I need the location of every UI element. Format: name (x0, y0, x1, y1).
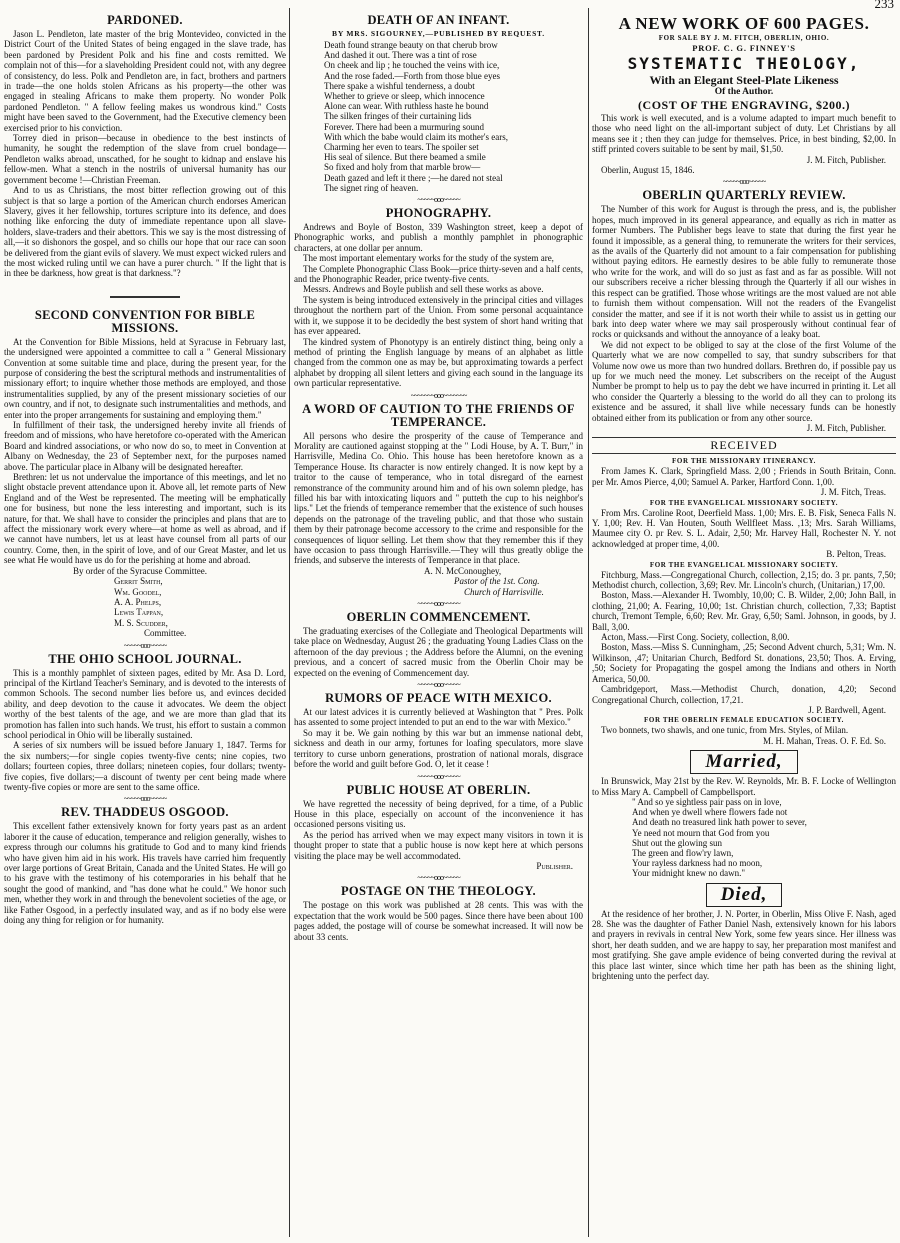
page-number: 233 (874, 0, 894, 11)
poem-line: Charming her even to tears. The spoiler set (324, 142, 479, 153)
column-rule-1 (289, 8, 290, 1237)
signature: J. M. Fitch, Publisher. (806, 422, 886, 433)
paragraph: Boston, Mass.—Miss S. Cunningham, ,25; Second Advent church, 5,31; Wm. N. Wilkinson, ,47; Unitarian Church, Bedford St. donations, 23,50; Thos. A. Erving, ,50; Society for Propagating the gospel among the Indians and others in North America, 50,00. (592, 642, 896, 684)
article-quarterly-review (592, 189, 896, 433)
article-title: PUBLIC HOUSE AT OBERLIN. (346, 782, 531, 797)
article-public-house (294, 784, 583, 872)
signature: J. P. Bardwell, Agent. (808, 704, 886, 715)
subheading: FOR THE EVANGELICAL MISSIONARY SOCIETY. (649, 560, 839, 569)
paragraph: Cambridgeport, Mass.—Methodist Church, donation, 4,20; Second Congregational Church, collection, 17,21. (592, 684, 896, 705)
article-title: A WORD OF CAUTION TO THE FRIENDS OF TEMPERANCE. (302, 401, 575, 429)
committee-name: Lewis Tappan, (114, 607, 164, 618)
paragraph: We did not expect to be obliged to say at the close of the first Volume of the Quarterly what we are now compelled to say, that sundry subscribers for that Volume now owe us more than two hundred dollars. Brethren do, if possible pay us up for we much need the money. Let subscribers on the receipt of the August Number be prompt to help us to pay the debt we have incurred in printing it. Let all who consider the Quarterly a blessing to the world do all they can to prolong its existence and be assured, it shall live while necessary funds can be honestly obtained either from its publication or from any other source. (592, 339, 896, 423)
separator: ~~~~~ooo~~~~~ (123, 640, 167, 650)
separator: ~~~~~ooo~~~~~ (417, 599, 460, 609)
signature: B. Pelton, Treas. (826, 549, 886, 560)
signature-line: By order of the Syracuse Committee. (73, 565, 207, 576)
byline: BY MRS. SIGOURNEY,—PUBLISHED BY REQUEST. (332, 29, 545, 38)
poem (632, 797, 896, 879)
married-section (592, 750, 896, 878)
paragraph: Boston, Mass.—Alexander H. Twombly, 10,00; C. B. Wilder, 2,00; John Ball, in clothing, 21,00; A. Fearing, 10,00; 1st. Christian church, collection, 7,33; Baptist church, Tremont Temple, 6,60; Rev. Mr. Gray, 6,50; Saml. Johnson, in goods, by J. Ball, 3,00. (592, 590, 896, 632)
poem-line: On cheek and lip ; he touched the veins with ice, (324, 60, 500, 71)
advertisement-theology (592, 14, 896, 175)
article-postage (294, 885, 583, 942)
article-phonography (294, 207, 583, 389)
paragraph: This work is well executed, and is a volume adapted to impart much benefit to those who need light on the all-important subject of duty. Let Christians by all means see it ; then they can judge for themselves. Price, in best binding, $2,00. In stiff printed covers suitable to be sent by mail, $1,50. (592, 113, 896, 155)
poem-line: " And so ye sightless pair pass on in love, (632, 796, 782, 807)
section-title: RECEIVED (592, 437, 896, 454)
paragraph: Fitchburg, Mass.—Congregational Church, collection, 2,15; do. 3 pr. pants, 7,50; Methodist church, collection, 3,69; Rev. Mr. Lincoln's church, (Unitarian,) 17,00. (592, 569, 896, 591)
separator: ~~~~~ooo~~~~~ (123, 794, 167, 804)
ad-author: PROF. C. G. FINNEY'S (692, 43, 796, 53)
article-osgood (4, 806, 286, 925)
article-caution-temperance (294, 403, 583, 598)
separator (4, 285, 286, 303)
poem-line: The green and flow'ry lawn, (632, 847, 734, 858)
article-bible-missions (4, 309, 286, 639)
poem-line: And death no treasured link hath power to sever, (632, 817, 807, 828)
signature: Publisher. (536, 860, 573, 871)
article-title: PHONOGRAPHY. (385, 206, 492, 221)
subheading: FOR THE EVANGELICAL MISSIONARY SOCIETY. (649, 498, 839, 507)
paragraph: The system is being introduced extensively in the principal cities and villages throughout the northern part of the Union. From some personal acquaintance with it, we suppose it to be decidedly the best system of short hand writing that has ever appeared. (294, 294, 583, 337)
ad-title: A NEW WORK OF 600 PAGES. (618, 14, 870, 33)
poem-line: Your midnight knew no dawn." (632, 868, 746, 879)
committee-name: Wm. Goodel, (114, 586, 162, 597)
paragraph: This is a monthly pamphlet of sixteen pages, edited by Mr. Asa D. Lord, principal of the Kirtland Teacher's Seminary, and is devoted to the interests of common Schools. The second number lies before us, and evinces decided ability, and deep devotion to the cause it advocates. We deem the object worthy of the best talents of the age, and we are more than glad that its promotion has fallen into such hands. We trust, his effort to sustain a common school periodical in Ohio will be liberally sustained. (4, 667, 286, 740)
signature-title: Pastor of the 1st. Cong. (454, 576, 540, 587)
paragraph: Messrs. Andrews and Boyle publish and sell these works as above. (303, 284, 544, 295)
article-ohio-school-journal (4, 653, 286, 793)
poem-line: Ye need not mourn that God from you (632, 827, 770, 838)
poem-line: Alone can wear. With ruthless haste he bound (324, 101, 489, 112)
subheading: FOR THE OBERLIN FEMALE EDUCATION SOCIETY. (644, 716, 844, 725)
poem-line: So fixed and holy from that marble brow— (324, 162, 481, 173)
paragraph: The Number of this work for August is through the press, and is, the publisher hopes, much improved in its general appearance, and equally as rich in matter as former Numbers. The Publisher begs leave to state that during the first year he found it impossible, as a general thing, to remunerate the writers for their services, as the avails of the Quarterly did not amount to a fair compensation for publishing without paying editors. He earnestly desires to be able fully to remunerate those who write for the work, and will do so just as fast and as far as possible. Will not our subscribers receive a richer blessing through the Quarterly if all our wishes in this respect can be gratified. Those whose writings are the most valued are not able to furnish them without compensation. Will not the readers of the Evangelist consider the matter, and see if it is not worth their while to assist us in getting our bark into deep water where we may sail prosperously without continual fear of rocks or quicksands and without the annoyance of a leaky boat. (592, 204, 896, 340)
paragraph: From James K. Clark, Springfield Mass. 2,00 ; Friends in South Britain, Conn. per Mr. Amos Pierce, 4,00; Samuel A. Parker, Hartford Conn. 1,00. (592, 466, 896, 487)
signature: J. M. Fitch, Treas. (820, 487, 886, 498)
article-title: RUMORS OF PEACE WITH MEXICO. (325, 691, 552, 706)
died-section (592, 883, 896, 982)
paragraph: And to us as Christians, the most bitter reflection growing out of this subject is that so large a portion of the American church endorses American Slavery, gives it her fellowship, tortures scripture into its defence, and does nothing like enforcing the duty of immediate repentance upon all slave-holders, slave-traders and their abettors. This we say is the most distressing of all,—it so dishonors the gospel, and so chills our hope that our race can soon be delivered from the giant evils of slavery. We must expect wicked rulers and the most wicked ruling until we can have a purer church. " If the light that is in thee be darkness, how great is that darkness."? (4, 185, 286, 279)
article-title: POSTAGE ON THE THEOLOGY. (341, 884, 536, 899)
column-rule-2 (588, 8, 589, 1237)
article-oberlin-commencement (294, 611, 583, 678)
paragraph: Torrey died in prison—because in obedience to the best instincts of humanity, he sought the redemption of the slave from cruel bondage—Pendleton walks abroad, unscathed, for he sought to kidnap and enslave his fellow-men. What a stench in the nostrils of universal humanity has our government become !—Christian Freeman. (4, 133, 286, 185)
paragraph: A series of six numbers will be issued before January 1, 1847. Terms for the six numbers;—for single copies twenty-five cents; nine copies, two dollars; fourteen copies, three dollars; nineteen copies, four dollars; twenty-five copies, five dollars;—a discount of twenty per cent being made where twenty-five copies or more are sent to the same office. (4, 740, 286, 792)
article-title: OBERLIN QUARTERLY REVIEW. (642, 188, 846, 203)
separator: ~~~~~ooo~~~~~ (722, 177, 766, 187)
paragraph: Acton, Mass.—First Cong. Society, collection, 8,00. (601, 632, 790, 643)
died-heading: Died, (706, 883, 783, 907)
poem-line: Whether to grieve or sleep, which innocence (324, 91, 485, 102)
poem-line: And when ye dwell where flowers fade not (632, 807, 788, 818)
article-title: REV. THADDEUS OSGOOD. (61, 805, 229, 820)
separator: ~~~~~~~ooo~~~~~~~ (410, 390, 467, 400)
poem-line: The signet ring of heaven. (324, 182, 419, 193)
ad-seller: FOR SALE BY J. M. FITCH, OBERLIN, OHIO. (658, 34, 830, 42)
poem (324, 40, 583, 193)
paragraph: All persons who desire the prosperity of the cause of Temperance and Morality are cautioned against stopping at the " Lodi House, by A. T. Burr," in Harrisville, Medina Co. Ohio. This house has been heretofore known as a Temperance House. Its character is now entirely changed. It is now kept by a traitor to the cause of temperance, who in total disregard of the earnest remonstrance of the community around him and of his own solemn pledge, has filled his bar with intoxicating liquors and " putteth the cup to his neighbor's lips." Let the friends of temperance remember that the existence of such houses depends on the patronage of the traveling public, and that those who sustain them by their patronage become accessory to the crime and responsible for the consequences of liquor selling. Let them show that they remember this if they have occasion to pass through Harrisville.—They will thus greatly oblige the friends, and subserve the interests of Temperance in that place. (294, 430, 583, 566)
column-2 (294, 14, 583, 942)
article-title: PARDONED. (107, 13, 183, 27)
poem-line: Your rayless darkness had no moon, (632, 858, 763, 869)
paragraph: The kindred system of Phonotypy is an entirely distinct thing, being only a method of printing the English language by means of an alphabet as little changed from the common one as may be, but approximating towards a perfect alphabet by dropping all silent letters and giving each sound in the language its own particular representative. (294, 336, 583, 389)
poem-line: His seal of silence. But there beamed a smile (324, 152, 486, 163)
article-death-of-infant (294, 14, 583, 193)
separator: ~~~~~ooo~~~~~ (417, 195, 460, 205)
paragraph: Jason L. Pendleton, late master of the brig Montevideo, convicted in the District Court of the United States of being engaged in the slave trade, has been pardoned by President Polk and his fine and costs remitted. We complain not of this—for a slaveholding President could not, with any degree of consistency, do less. Polk and Pendleton are, in fact, brothers and partners in trade—the one holds stolen Africans as his property—the other was engaged in stealing Africans to make them property. No wonder Polk pardoned Pendleton. " A fellow feeling makes us wondrous kind." Costs might have been saved to the Government, had the Executive clemency been exercised prior to his conviction. (4, 29, 286, 133)
article-title: DEATH OF AN INFANT. (367, 13, 510, 27)
poem-line: With which the babe would claim its mother's ears, (324, 131, 508, 142)
poem-line: Shut out the glowing sun (632, 837, 723, 848)
separator: ~~~~~ooo~~~~~ (417, 873, 460, 883)
section-title (592, 883, 896, 907)
paragraph: The most important elementary works for the study of the system are, (303, 253, 554, 264)
article-title: THE OHIO SCHOOL JOURNAL. (48, 651, 242, 666)
signature-name: A. N. McConoughey, (424, 565, 502, 576)
paragraph: We have regretted the necessity of being deprived, for a time, of a Public House in this place, especially on account of the inconvenience it has occasioned persons visiting us. (294, 798, 583, 830)
paragraph: So may it be. We gain nothing by this war but an immense national debt, sickness and death in our army, fortunes for loafing speculators, more slave territory to curse unborn generations, prostration of national morals, disgrace before the world and guilt before God. O, let it cease ! (294, 727, 583, 770)
paragraph: Two bonnets, two shawls, and one tunic, from Mrs. Styles, of Milan. (601, 725, 849, 736)
committee-label: Committee. (144, 628, 187, 639)
article-peace-mexico (294, 692, 583, 769)
article-pardoned (4, 14, 286, 279)
paragraph: As the period has arrived when we may expect many visitors in town it is thought proper to state that a public house is now kept here at which persons visiting the place may be well accommodated. (294, 829, 583, 861)
signature: M. H. Mahan, Treas. O. F. Ed. So. (762, 735, 886, 746)
poem-line: Death found strange beauty on that cherub brow (324, 40, 498, 50)
section-title (592, 750, 896, 774)
poem-line: Death gazed and left it there ;—he dared not steal (324, 172, 503, 183)
signature-title: Church of Harrisville. (464, 586, 544, 597)
separator: ~~~~~ooo~~~~~ (417, 771, 460, 781)
column-3 (592, 14, 896, 981)
married-heading: Married, (690, 750, 797, 774)
paragraph: At our latest advices it is currently believed at Washington that " Pres. Polk has assented to some project intended to put an end to the war with Mexico." (294, 707, 583, 728)
paragraph: From Mrs. Caroline Root, Deerfield Mass. 1,00; Mrs. E. B. Fisk, Seneca Falls N. Y. 1,00; Rev. H. Van Houten, South Wellfleet Mass. ,13; Mrs. Sarah Williams, Maumee city O. pr Rev. S. L. Adair, 2,50; Mr. Harvey Hall, Rochester N. Y. not acknowledged at proper time, 4,00. (592, 507, 896, 549)
separator: ~~~~~ooo~~~~~ (417, 680, 460, 690)
article-title: SECOND CONVENTION FOR BIBLE MISSIONS. (34, 307, 256, 335)
subheading: FOR THE MISSIONARY ITINERANCY. (672, 457, 816, 466)
paragraph: At the Convention for Bible Missions, held at Syracuse in February last, the undersigned were appointed a committee to call a " General Missionary Convention at some suitable time and place, during the present year, for the purpose of considering the best the scriptural methods and instrumentalities of missionary effort; to inquire whether those methods are employed, and those instrumentalities supplied, by any of the present missionary societies of our own country, and if not, to designate such instrumentalities and methods, and enter into the proper arrangements for sustaining and employing them." (4, 336, 286, 420)
ad-cost: (COST OF THE ENGRAVING, $200.) (638, 98, 850, 112)
paragraph: At the residence of her brother, J. N. Porter, in Oberlin, Miss Olive F. Nash, aged 28. She was the daughter of Father Daniel Nash, extensively known for his labors and prayers in revivals in central New York, some few years since. Her illness was short, her death sudden, and we are happy to say, her preparation most manifest and most gratifying. She gave ample evidence of being converted during the revival at this place last winter, since which time her path has been as the shining light, brightening unto the perfect day. (592, 908, 896, 981)
ad-feature-sub: Of the Author. (714, 87, 774, 97)
received-section (592, 437, 896, 746)
poem-line: The silken fringes of their curtaining lids (324, 111, 472, 122)
paragraph: The graduating exercises of the Collegiate and Theological Departments will take place on Wednesday, August 26 ; the graduating Young Ladies Class on the afternoon of the day previous ; the Address before the Alumni, on the evening previous, and a concert of sacred music from the Oberlin Choir may be expected on the evening of Commencement day. (294, 626, 583, 678)
paragraph: Brethren: let us not undervalue the importance of this meetings, and let no slight obstacle prevent attendance upon it. Above all, let remote parts of New England and of the West be represented. The meeting will be emphatically one for business, but none the less interesting and important, such is its nature, for that. We shall have to consider the principles and plans that are to affect the missionary work every where—at home as well as abroad, and if we cannot have numbers, let us at least have counsel from all parts of our country. Come, then, in the spirit of love, and of our Great Master, and let us see what He would have us do for the perishing at home and abroad. (4, 472, 286, 566)
paragraph: This excellent father extensively known for forty years past as an ardent laborer it the cause of education, temperance and religion generally, wishes to express through our columns his gratitude to God and to many kind friends who have given him aid in his work. His travels have carried him frequently over large portions of Great Britain, Canada and the United States. He will go to his grave with the testimony of his cotemporaries in his behalf that he sought the good of mankind, and "has done what he could." We honor such men, whether they work in and through the benevolent societies of the age, or like Father Osgood, in a perfectly insulated way, and as if no body else were doing any thing for religion or for humanity. (4, 821, 286, 926)
signature: J. M. Fitch, Publisher. (806, 154, 886, 165)
committee-name: Gerrit Smith, (114, 576, 163, 587)
paragraph: The Complete Phonographic Class Book—price thirty-seven and a half cents, and the Phonographic Reader, price twenty-five cents. (294, 263, 583, 285)
paragraph: In Brunswick, May 21st by the Rev. W. Reynolds, Mr. B. F. Locke of Wellington to Miss Mary A. Campbell of Campbellsport. (592, 776, 896, 797)
ad-book-title: SYSTEMATIC THEOLOGY, (627, 54, 861, 73)
poem-line: And the rose faded.—Forth from those blue eyes (324, 70, 500, 81)
ad-feature: With an Elegant Steel-Plate Likeness (649, 73, 839, 87)
article-title: OBERLIN COMMENCEMENT. (346, 610, 531, 625)
poem-line: Forever. There had been a murmuring sound (324, 121, 485, 132)
paragraph: In fulfillment of their task, the undersigned hereby invite all friends of freedom and of missions, who have heretofore co-operated with the American Board and kindred associations, or who now do so, to meet in Convention at Albany on Wednesday, the 23 of September next, for the purposes named above. The particular place in Albany will be designated hereafter. (4, 420, 286, 472)
poem-line: There spake a wishful tenderness, a doubt (324, 80, 475, 91)
committee-name: M. S. Scudder, (114, 617, 168, 628)
committee-name: A. A. Phelps, (114, 596, 162, 607)
dateline: Oberlin, August 15, 1846. (601, 165, 695, 176)
poem-line: And dashed it out. There was a tint of rose (324, 50, 477, 61)
column-1 (4, 14, 286, 925)
paragraph: Andrews and Boyle of Boston, 339 Washington street, keep a depot of Phonographic works, and publish a monthly pamphlet in phonographic characters, at one dollar per annum. (294, 222, 583, 253)
paragraph: The postage on this work was published at 28 cents. This was with the expectation that the work would be 500 pages. Since there have been about 100 pages added, the postage will of course be somewhat increased. It will now be about 33 cents. (294, 900, 583, 942)
